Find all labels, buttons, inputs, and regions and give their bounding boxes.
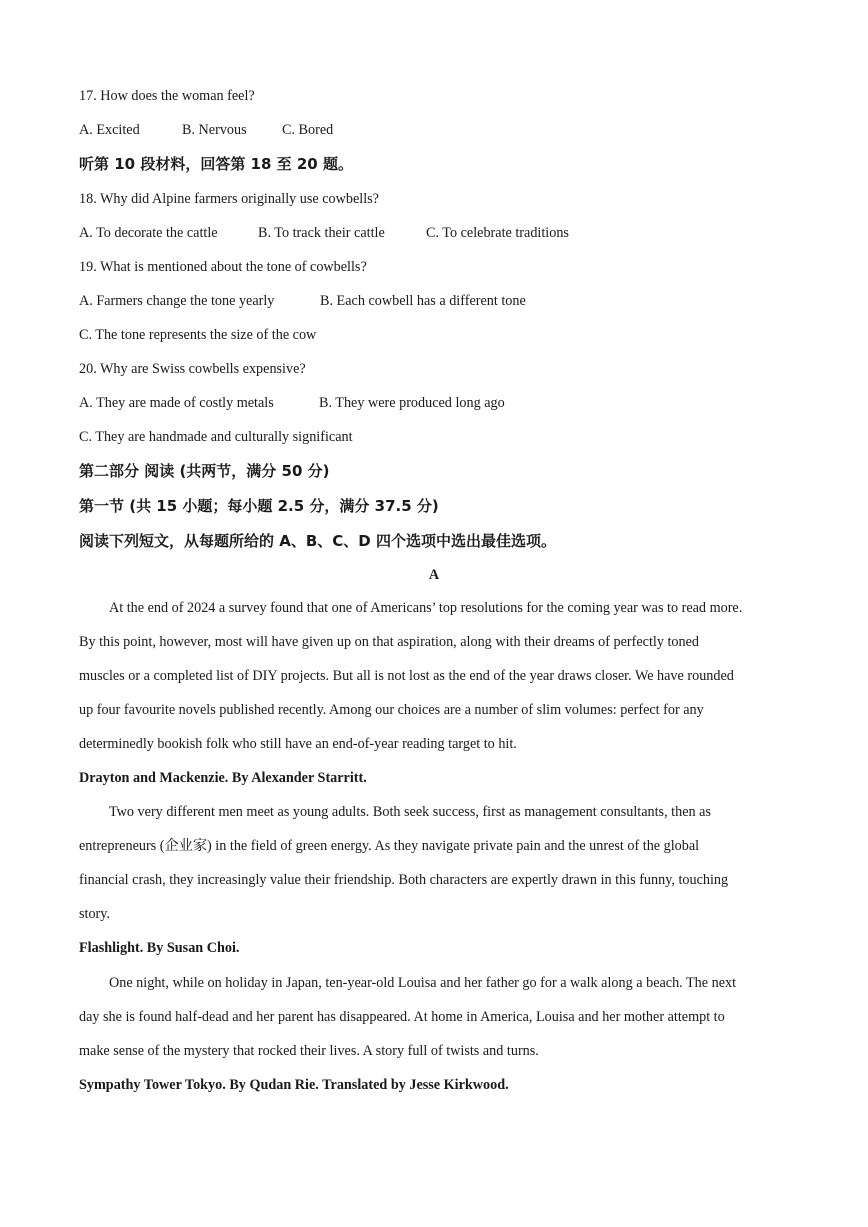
intro-line-1: At the end of 2024 a survey found that one of Americans’ top resolutions for the coming year was to read more. [109,600,743,616]
book-1-title: Drayton and Mackenzie. By Alexander Starritt. [79,770,367,786]
reading-instructions: 阅读下列短文，从每题所给的 A、B、C、D 四个选项中选出最佳选项。 [79,532,556,550]
intro-line-4: up four favourite novels published recently. Among our choices are a number of slim volumes: perfect for any [79,702,704,718]
book-1-line-2: entrepreneurs (企业家) in the field of green energy. As they navigate private pain and the unrest of the global [79,838,700,854]
book-2-line-1: One night, while on holiday in Japan, ten-year-old Louisa and her father go for a walk along a beach. The next [109,975,737,991]
option-b: B. They were produced long ago [319,395,505,411]
question-20-option-c: C. They are handmade and culturally significant [79,429,353,445]
passage-letter: A [428,567,440,583]
question-18-options [79,223,569,243]
section-1-title: 第一节 (共 15 小题；每小题 2.5 分，满分 37.5 分) [79,497,439,515]
question-19: 19. What is mentioned about the tone of cowbells? [79,259,367,275]
question-19-options [79,291,526,311]
book-1-line-4: story. [79,906,110,922]
option-c: C. Bored [282,122,334,138]
option-a: A. To decorate the cattle [79,225,218,241]
intro-line-2: By this point, however, most will have given up on that aspiration, along with their dreams of perfectly toned [79,634,700,650]
book-3-title: Sympathy Tower Tokyo. By Qudan Rie. Translated by Jesse Kirkwood. [79,1077,509,1093]
question-20-options [79,393,505,413]
book-1-line-1: Two very different men meet as young adults. Both seek success, first as management consultants, then as [109,804,711,820]
option-b: B. To track their cattle [258,225,385,241]
book-2-title: Flashlight. By Susan Choi. [79,940,240,956]
question-20: 20. Why are Swiss cowbells expensive? [79,361,306,377]
book-2-line-3: make sense of the mystery that rocked their lives. A story full of twists and turns. [79,1043,539,1059]
question-17-options [79,120,333,140]
question-18: 18. Why did Alpine farmers originally use cowbells? [79,191,379,207]
book-2-line-2: day she is found half-dead and her parent has disappeared. At home in America, Louisa and her mother attempt to [79,1009,725,1025]
option-b: B. Nervous [182,122,247,138]
section-10-heading: 听第 10 段材料，回答第 18 至 20 题。 [79,155,353,173]
intro-line-3: muscles or a completed list of DIY projects. But all is not lost as the end of the year draws closer. We have rounded [79,668,734,684]
intro-line-5: determinedly bookish folk who still have an end-of-year reading target to hit. [79,736,517,752]
question-17: 17. How does the woman feel? [79,88,255,104]
option-c: C. To celebrate traditions [426,225,569,241]
option-a: A. Excited [79,122,140,138]
option-a: A. Farmers change the tone yearly [79,293,275,309]
question-19-option-c: C. The tone represents the size of the cow [79,327,317,343]
option-b: B. Each cowbell has a different tone [320,293,526,309]
part-2-title: 第二部分 阅读 (共两节，满分 50 分) [79,462,330,480]
option-a: A. They are made of costly metals [79,395,274,411]
book-1-line-3: financial crash, they increasingly value their friendship. Both characters are expertly drawn in this funny, touching [79,872,729,888]
